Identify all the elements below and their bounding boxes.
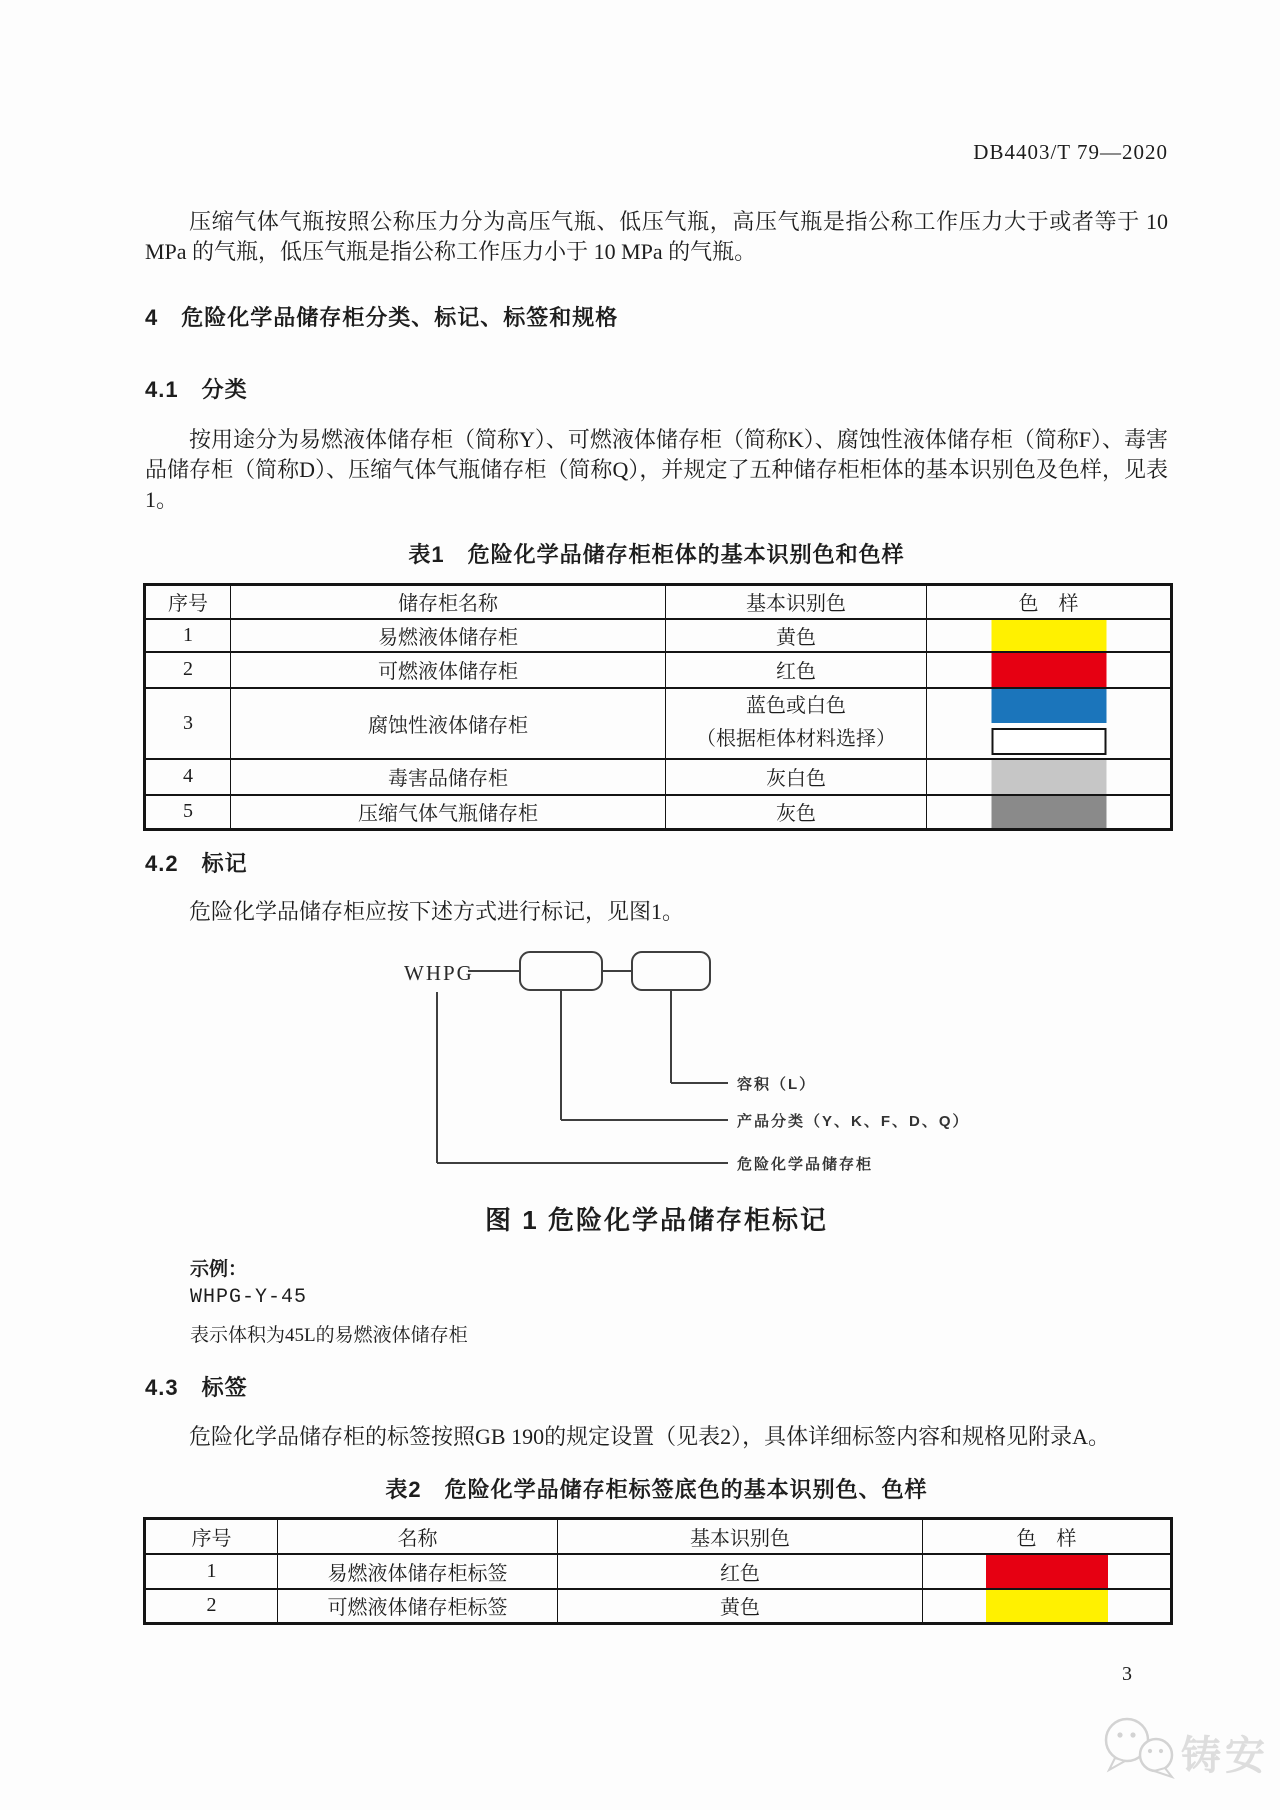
color-swatch-blue <box>991 689 1106 723</box>
figure1-label-category: 产品分类（Y、K、F、D、Q） <box>737 1113 970 1130</box>
table-row <box>145 1554 1172 1589</box>
table-row <box>145 652 1172 688</box>
figure1-label-volume: 容积（L） <box>737 1076 817 1093</box>
section42-paragraph: 危险化学品储存柜应按下述方式进行标记，见图1。 <box>189 899 685 924</box>
cell-color: 灰白色 <box>666 759 927 795</box>
cell-color-line2: （根据柜体材料选择） <box>696 728 896 750</box>
color-swatch-red <box>986 1555 1108 1588</box>
cell-sample <box>927 795 1172 830</box>
color-swatch-yellow <box>991 620 1106 651</box>
section41-heading: 4.1 分类 <box>145 377 248 402</box>
cell-num: 4 <box>145 759 231 795</box>
watermark <box>1095 1712 1275 1792</box>
section4-heading: 4 危险化学品储存柜分类、标记、标签和规格 <box>145 305 619 330</box>
table2-header-color: 基本识别色 <box>558 1519 923 1554</box>
cell-color: 红色 <box>558 1554 923 1589</box>
cell-name: 腐蚀性液体储存柜 <box>231 688 666 759</box>
color-swatch-red <box>991 653 1106 687</box>
example-code: WHPG-Y-45 <box>190 1286 308 1309</box>
table-row <box>145 759 1172 795</box>
cell-sample <box>923 1554 1172 1589</box>
color-swatch-light-gray <box>991 760 1106 794</box>
intro-paragraph: 压缩气体气瓶按照公称压力分为高压气瓶、低压气瓶，高压气瓶是指公称工作压力大于或者等于 10 MPa 的气瓶，低压气瓶是指公称工作压力小于 10 MPa 的气瓶。 <box>145 209 1168 264</box>
doc-code: DB4403/T 79—2020 <box>973 140 1168 164</box>
table1-header-row <box>145 585 1172 619</box>
example-label: 示例： <box>190 1259 248 1280</box>
cell-sample <box>923 1589 1172 1624</box>
color-swatch-white <box>991 728 1106 755</box>
section43-heading: 4.3 标签 <box>145 1375 248 1400</box>
cell-color: 灰色 <box>666 795 927 830</box>
cell-color <box>666 688 927 759</box>
table2-title: 表2 危险化学品储存柜标签底色的基本识别色、色样 <box>385 1477 928 1502</box>
table1-header-sample: 色 样 <box>927 585 1172 619</box>
figure1-label-product: 危险化学品储存柜 <box>737 1156 874 1173</box>
table-row <box>145 1589 1172 1624</box>
cell-num: 2 <box>145 652 231 688</box>
cell-color-line1: 蓝色或白色 <box>746 695 846 717</box>
figure1-marking-diagram <box>380 945 1020 1185</box>
table1-title: 表1 危险化学品储存柜柜体的基本识别色和色样 <box>408 542 905 567</box>
table2-header-row <box>145 1519 1172 1554</box>
cell-color: 黄色 <box>666 619 927 652</box>
color-swatch-yellow <box>986 1590 1108 1623</box>
table1-header-num: 序号 <box>145 585 231 619</box>
cell-sample <box>927 688 1172 759</box>
figure1-box-category <box>520 952 602 990</box>
color-swatch-gray <box>991 796 1106 829</box>
watermark-text: 铸安 <box>1181 1734 1269 1778</box>
cell-num: 1 <box>145 619 231 652</box>
cell-name: 易燃液体储存柜标签 <box>278 1554 558 1589</box>
figure1-box-volume <box>632 952 710 990</box>
cell-name: 可燃液体储存柜标签 <box>278 1589 558 1624</box>
table2-header-num: 序号 <box>145 1519 278 1554</box>
wechat-bubble-small-icon <box>1140 1739 1172 1771</box>
table1-header-name: 储存柜名称 <box>231 585 666 619</box>
cell-num: 2 <box>145 1589 278 1624</box>
cell-name: 压缩气体气瓶储存柜 <box>231 795 666 830</box>
table-row <box>145 619 1172 652</box>
cell-name: 毒害品储存柜 <box>231 759 666 795</box>
table-row <box>145 795 1172 830</box>
page-number: 3 <box>1122 1663 1132 1685</box>
cell-color: 红色 <box>666 652 927 688</box>
section42-heading: 4.2 标记 <box>145 851 248 876</box>
cell-color: 黄色 <box>558 1589 923 1624</box>
table2-header-sample: 色 样 <box>923 1519 1172 1554</box>
figure1-caption: 图 1 危险化学品储存柜标记 <box>485 1205 828 1235</box>
table1 <box>143 583 1173 831</box>
table-row <box>145 688 1172 759</box>
table2 <box>143 1517 1173 1625</box>
cell-num: 5 <box>145 795 231 830</box>
figure1-prefix: WHPG <box>404 961 474 985</box>
table2-header-name: 名称 <box>278 1519 558 1554</box>
cell-name: 可燃液体储存柜 <box>231 652 666 688</box>
cell-sample <box>927 619 1172 652</box>
cell-sample <box>927 759 1172 795</box>
section41-paragraph: 按用途分为易燃液体储存柜（简称Y）、可燃液体储存柜（简称K）、腐蚀性液体储存柜（简称F）、毒害品储存柜（简称D）、压缩气体气瓶储存柜（简称Q），并规定了五种储存柜柜体的基本识别色及色样，见表1。 <box>145 427 1169 512</box>
cell-name: 易燃液体储存柜 <box>231 619 666 652</box>
cell-num: 3 <box>145 688 231 759</box>
cell-num: 1 <box>145 1554 278 1589</box>
example-description: 表示体积为45L的易燃液体储存柜 <box>190 1325 468 1346</box>
table1-header-color: 基本识别色 <box>666 585 927 619</box>
cell-sample <box>927 652 1172 688</box>
section43-paragraph: 危险化学品储存柜的标签按照GB 190的规定设置（见表2），具体详细标签内容和规格见附录A。 <box>189 1424 1110 1449</box>
